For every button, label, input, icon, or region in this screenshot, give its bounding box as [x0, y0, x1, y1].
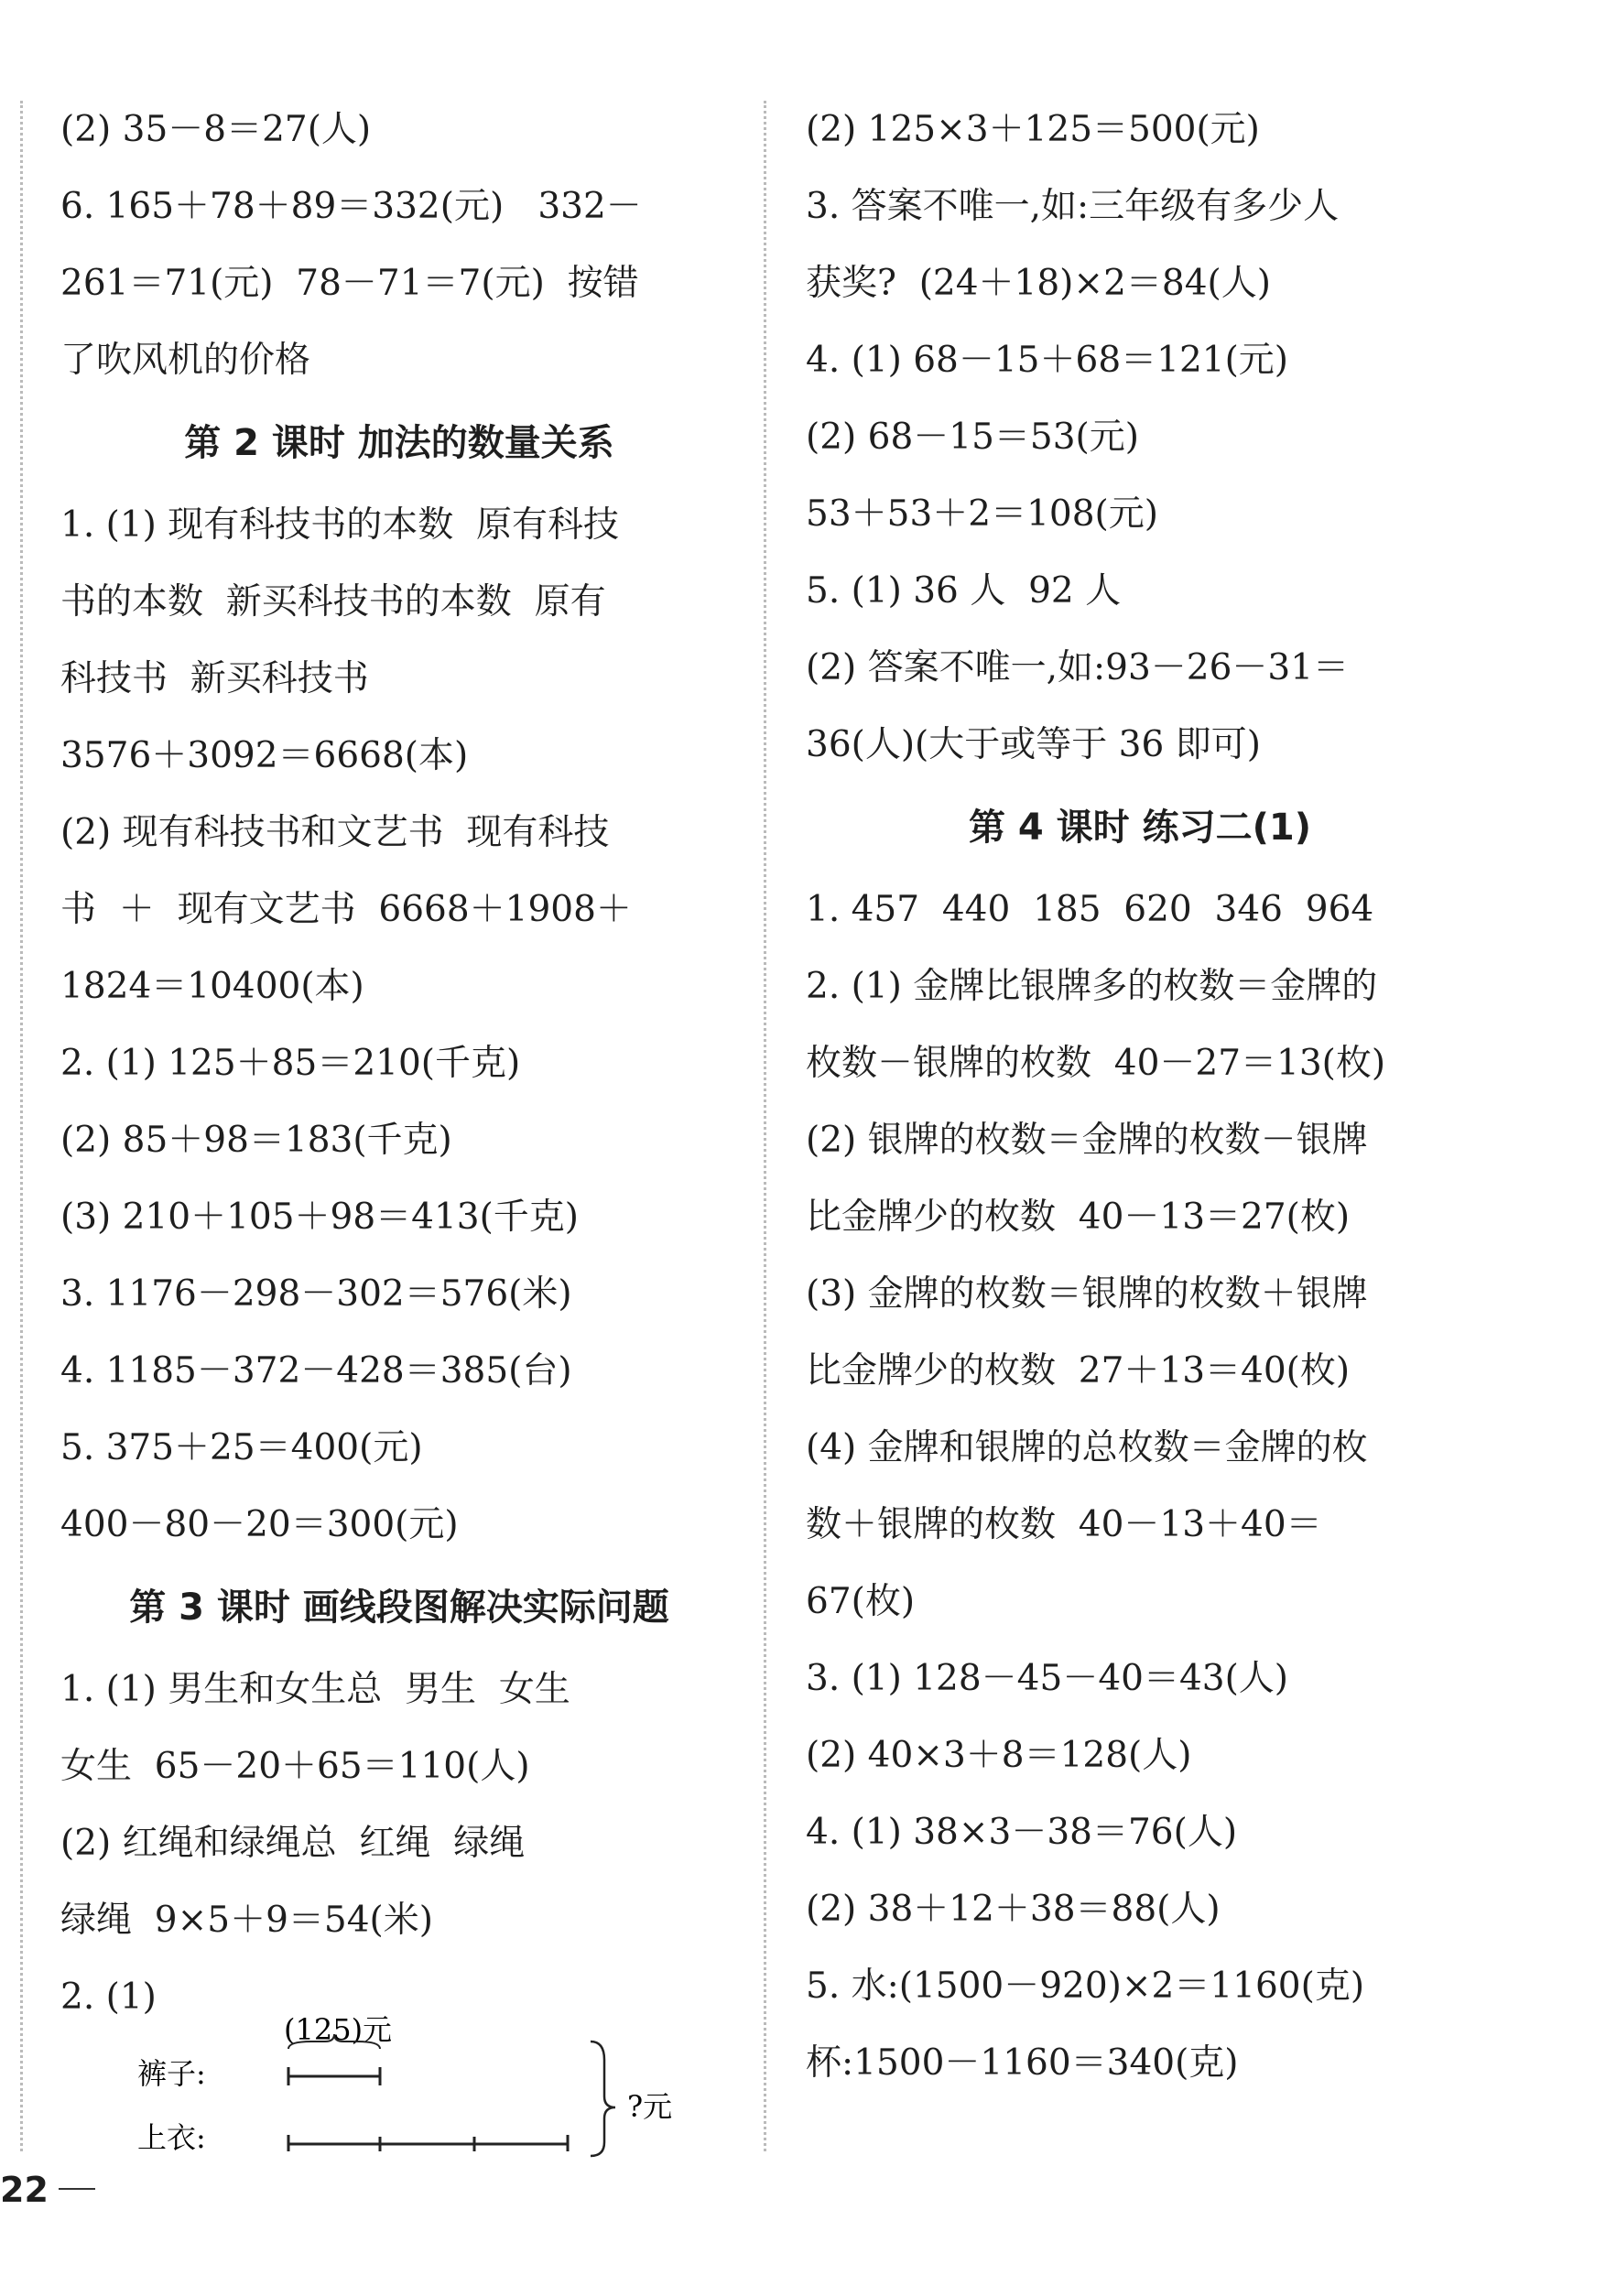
- answer-line: 36(人)(大于或等于 36 即可): [806, 724, 1261, 765]
- answer-line: 2. (1) 金牌比银牌多的枚数＝金牌的: [806, 966, 1378, 1007]
- answer-line: 6. 165＋78＋89＝332(元) 332－: [60, 186, 642, 227]
- answer-line: (4) 金牌和银牌的总枚数＝金牌的枚: [806, 1427, 1368, 1468]
- answer-line: (2) 38＋12＋38＝88(人): [806, 1889, 1221, 1930]
- answer-line: 3576＋3092＝6668(本): [60, 735, 469, 776]
- answer-line: 3. 答案不唯一,如:三年级有多少人: [806, 186, 1340, 227]
- answer-line: 5. 水:(1500－920)×2＝1160(克): [806, 1966, 1365, 2007]
- answer-line: (2) 85＋98＝183(千克): [60, 1120, 452, 1161]
- answer-line: 5. 375＋25＝400(元): [60, 1427, 423, 1468]
- answer-line: 女生 65－20＋65＝110(人): [60, 1746, 530, 1787]
- diagram-row2-label: 上衣:: [137, 2120, 206, 2155]
- diagram-row1-label: 裤子:: [137, 2056, 206, 2091]
- answer-line: 2. (1): [60, 1977, 157, 2018]
- answer-line: 杯:1500－1160＝340(克): [806, 2042, 1239, 2084]
- answer-line: 400－80－20＝300(元): [60, 1504, 459, 1545]
- answer-line: (2) 35－8＝27(人): [60, 109, 372, 150]
- answer-line: 绿绳 9×5＋9＝54(米): [60, 1900, 433, 1941]
- answer-line: (2) 40×3＋8＝128(人): [806, 1735, 1192, 1776]
- line-segment-diagram: [137, 2005, 705, 2170]
- answer-line: 枚数－银牌的枚数 40－27＝13(枚): [806, 1043, 1386, 1084]
- answer-line: 1. 457 440 185 620 346 964: [806, 889, 1374, 930]
- diagram-total-label: ?元: [627, 2089, 673, 2124]
- answer-line: 获奖? (24＋18)×2＝84(人): [806, 263, 1271, 304]
- answer-line: 3. (1) 128－45－40＝43(人): [806, 1658, 1288, 1699]
- answer-line: 比金牌少的枚数 27＋13＝40(枚): [806, 1350, 1351, 1392]
- answer-line: 1. (1) 现有科技书的本数 原有科技: [60, 504, 620, 546]
- answer-line: 数＋银牌的枚数 40－13＋40＝: [806, 1504, 1322, 1545]
- answer-line: (2) 红绳和绿绳总 红绳 绿绳: [60, 1823, 526, 1864]
- answer-line: 4. 1185－372－428＝385(台): [60, 1350, 572, 1392]
- answer-line: 了吹风机的价格: [60, 340, 311, 381]
- column-divider: [764, 101, 766, 2151]
- answer-line: 3. 1176－298－302＝576(米): [60, 1273, 572, 1315]
- answer-line: (2) 68－15＝53(元): [806, 417, 1139, 458]
- answer-line: 67(枚): [806, 1581, 916, 1622]
- left-margin-divider: [20, 101, 23, 2151]
- answer-line: (2) 现有科技书和文艺书 现有科技: [60, 812, 610, 853]
- line-segment-diagram-svg: [137, 2005, 705, 2170]
- answer-line: 科技书 新买科技书: [60, 658, 369, 699]
- answer-line: 书的本数 新买科技书的本数 原有: [60, 581, 606, 623]
- answer-line: (2) 答案不唯一,如:93－26－31＝: [806, 647, 1350, 688]
- answer-line: (2) 银牌的枚数＝金牌的枚数－银牌: [806, 1120, 1368, 1161]
- answer-line: (2) 125×3＋125＝500(元): [806, 109, 1260, 150]
- section-heading: 第 3 课时 画线段图解决实际问题: [129, 1587, 669, 1629]
- answer-line: (3) 210＋105＋98＝413(千克): [60, 1197, 580, 1238]
- answer-line: 261＝71(元) 78－71＝7(元) 按错: [60, 263, 639, 304]
- answer-line: 2. (1) 125＋85＝210(千克): [60, 1043, 521, 1084]
- answer-line: 5. (1) 36 人 92 人: [806, 570, 1122, 612]
- answer-line: (3) 金牌的枚数＝银牌的枚数＋银牌: [806, 1273, 1368, 1315]
- answer-line: 53＋53＋2＝108(元): [806, 493, 1158, 535]
- page-number: 22: [0, 2170, 49, 2210]
- answer-line: 1824＝10400(本): [60, 966, 364, 1007]
- right-column: [806, 92, 1474, 2102]
- diagram-top-value: (125)元: [284, 2012, 393, 2047]
- section-heading: 第 2 课时 加法的数量关系: [184, 422, 614, 464]
- answer-line: 4. (1) 68－15＋68＝121(元): [806, 340, 1288, 381]
- answer-line: 书 ＋ 现有文艺书 6668＋1908＋: [60, 889, 632, 930]
- page-number-dash: [59, 2188, 95, 2190]
- total-brace: [591, 2041, 615, 2156]
- answer-line: 4. (1) 38×3－38＝76(人): [806, 1812, 1238, 1853]
- left-column: [60, 92, 738, 2036]
- answer-line: 比金牌少的枚数 40－13＝27(枚): [806, 1197, 1351, 1238]
- section-heading: 第 4 课时 练习二(1): [968, 807, 1311, 849]
- answer-line: 1. (1) 男生和女生总 男生 女生: [60, 1669, 570, 1710]
